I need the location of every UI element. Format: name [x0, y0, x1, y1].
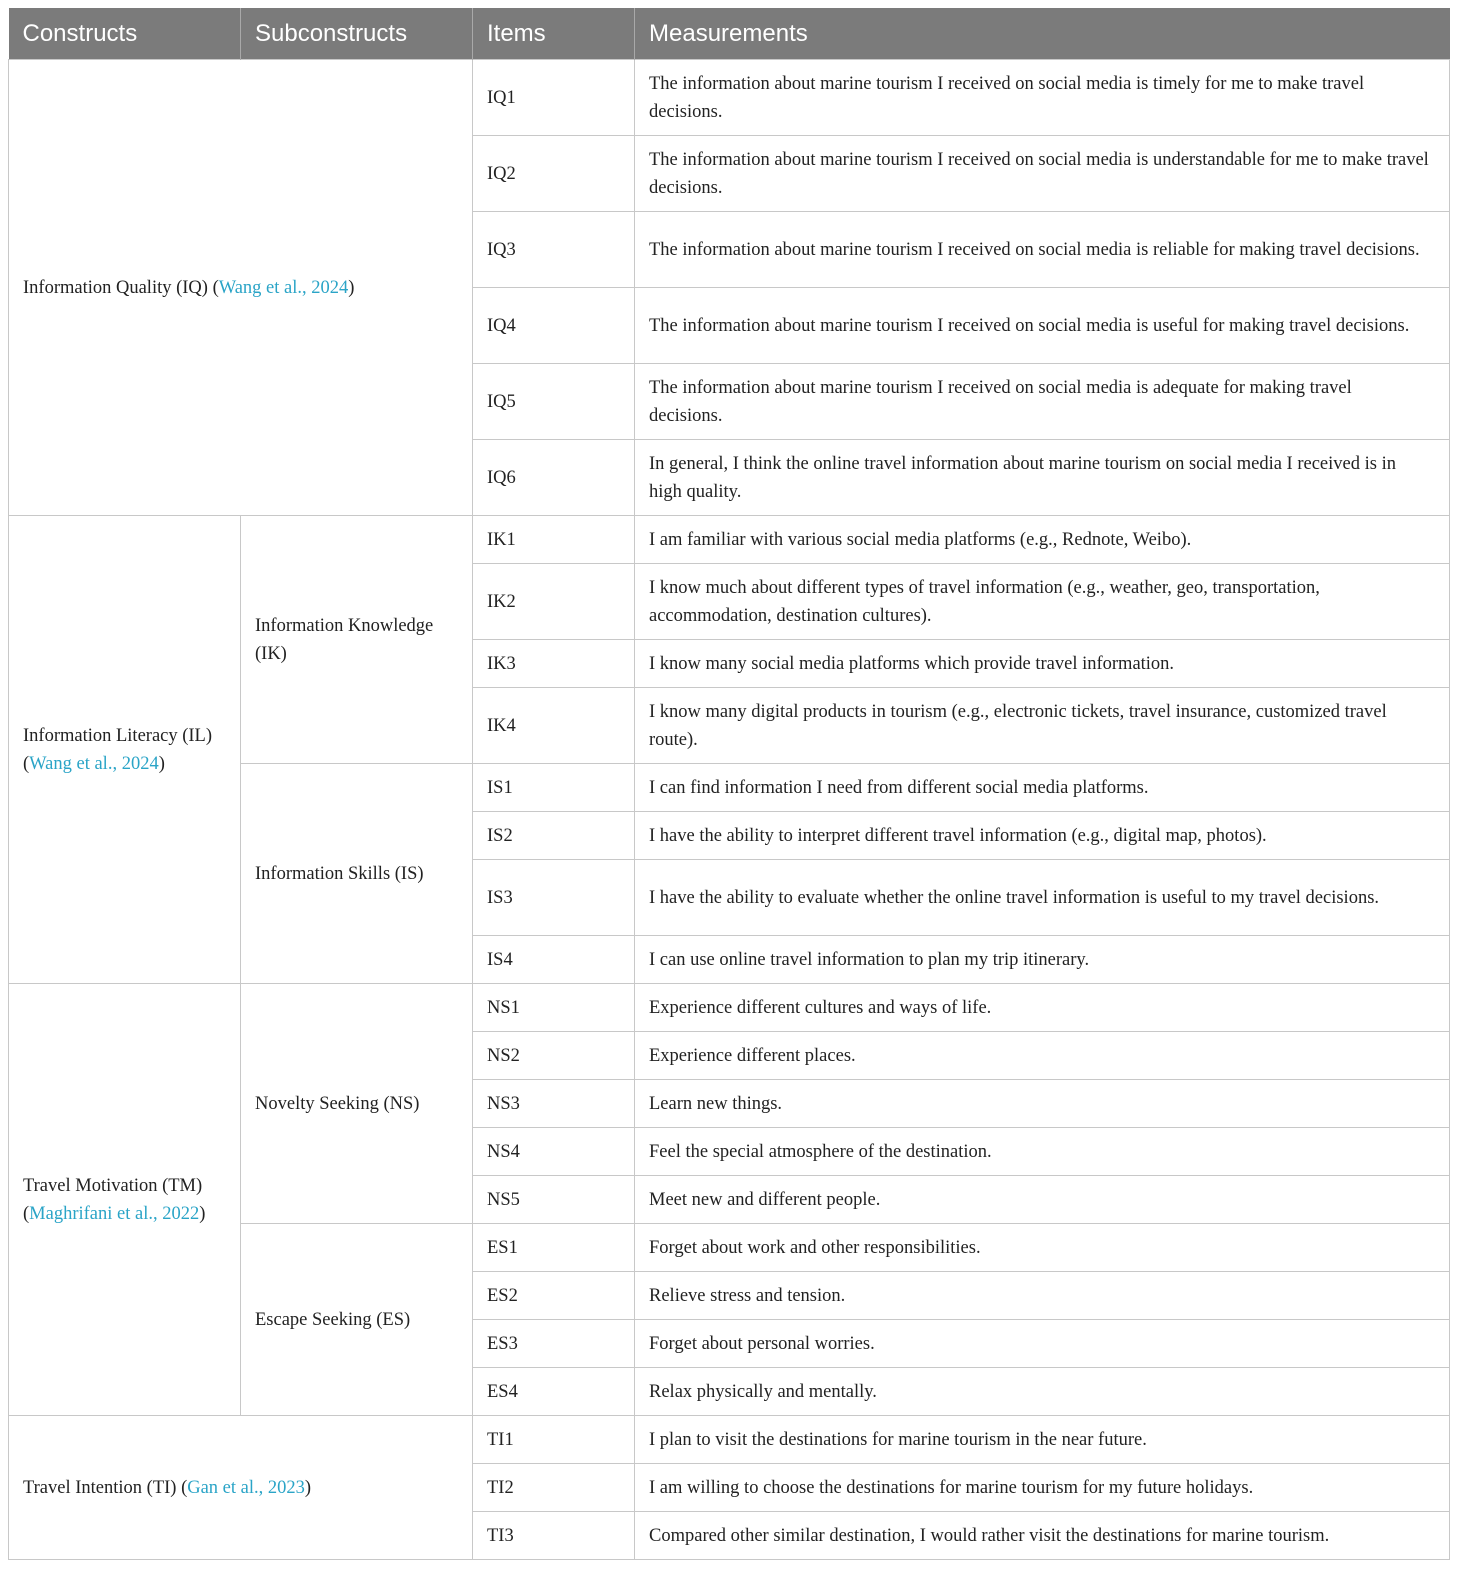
header-constructs: Constructs	[9, 8, 241, 60]
measurement-text: The information about marine tourism I received on social media is timely for me to make travel decisions.	[635, 60, 1450, 136]
measurement-text: I have the ability to interpret different travel information (e.g., digital map, photos).	[635, 812, 1450, 860]
item-code: IS2	[473, 812, 635, 860]
table-row	[9, 1416, 1450, 1464]
item-code: ES2	[473, 1272, 635, 1320]
item-code: TI2	[473, 1464, 635, 1512]
measurement-text: I am willing to choose the destinations for marine tourism for my future holidays.	[635, 1464, 1450, 1512]
item-code: IQ4	[473, 288, 635, 364]
measurement-text: I am familiar with various social media platforms (e.g., Rednote, Weibo).	[635, 516, 1450, 564]
measurement-text: I know many social media platforms which provide travel information.	[635, 640, 1450, 688]
table-body	[9, 60, 1450, 1560]
measurement-text: The information about marine tourism I received on social media is useful for making travel decisions.	[635, 288, 1450, 364]
item-code: IQ2	[473, 136, 635, 212]
measurement-text: Feel the special atmosphere of the destination.	[635, 1128, 1450, 1176]
item-code: ES1	[473, 1224, 635, 1272]
measurement-text: Forget about personal worries.	[635, 1320, 1450, 1368]
table-row	[9, 984, 1450, 1032]
measurement-text: The information about marine tourism I received on social media is adequate for making travel decisions.	[635, 364, 1450, 440]
measurement-text: The information about marine tourism I received on social media is reliable for making travel decisions.	[635, 212, 1450, 288]
measurement-text: Experience different places.	[635, 1032, 1450, 1080]
measurement-text: Forget about work and other responsibilities.	[635, 1224, 1450, 1272]
item-code: ES3	[473, 1320, 635, 1368]
item-code: IS3	[473, 860, 635, 936]
construct-information-literacy: Information Literacy (IL) (Wang et al., 2024)	[9, 516, 241, 984]
measurement-text: I know much about different types of travel information (e.g., weather, geo, transportation, accommodation, destination cultures).	[635, 564, 1450, 640]
item-code: TI3	[473, 1512, 635, 1560]
subconstruct-information-knowledge: Information Knowledge (IK)	[241, 516, 473, 764]
item-code: NS2	[473, 1032, 635, 1080]
header-row	[9, 8, 1450, 60]
item-code: IK3	[473, 640, 635, 688]
construct-travel-intention: Travel Intention (TI) (Gan et al., 2023)	[9, 1416, 473, 1560]
subconstruct-escape-seeking: Escape Seeking (ES)	[241, 1224, 473, 1416]
construct-information-quality: Information Quality (IQ) (Wang et al., 2024)	[9, 60, 473, 516]
measurement-text: In general, I think the online travel information about marine tourism on social media I received is in high quality.	[635, 440, 1450, 516]
measurement-text: I plan to visit the destinations for marine tourism in the near future.	[635, 1416, 1450, 1464]
measurement-table	[8, 8, 1450, 1560]
measurement-text: Meet new and different people.	[635, 1176, 1450, 1224]
citation-link[interactable]: Wang et al., 2024	[218, 277, 349, 298]
item-code: IS1	[473, 764, 635, 812]
item-code: IS4	[473, 936, 635, 984]
citation-link[interactable]: Wang et al., 2024	[29, 753, 159, 774]
item-code: IQ5	[473, 364, 635, 440]
citation-link[interactable]: Maghrifani et al., 2022	[29, 1203, 200, 1224]
measurement-text: The information about marine tourism I received on social media is understandable for me to make travel decisions.	[635, 136, 1450, 212]
item-code: IQ6	[473, 440, 635, 516]
measurement-text: I can find information I need from different social media platforms.	[635, 764, 1450, 812]
table-row	[9, 60, 1450, 136]
measurement-text: Compared other similar destination, I would rather visit the destinations for marine tourism.	[635, 1512, 1450, 1560]
subconstruct-novelty-seeking: Novelty Seeking (NS)	[241, 984, 473, 1224]
header-measurements: Measurements	[635, 8, 1450, 60]
item-code: ES4	[473, 1368, 635, 1416]
table-row	[9, 516, 1450, 564]
table-header	[9, 8, 1450, 60]
measurement-text: Experience different cultures and ways of life.	[635, 984, 1450, 1032]
measurement-text: I have the ability to evaluate whether the online travel information is useful to my travel decisions.	[635, 860, 1450, 936]
item-code: IQ3	[473, 212, 635, 288]
measurement-text: Relieve stress and tension.	[635, 1272, 1450, 1320]
item-code: NS1	[473, 984, 635, 1032]
measurement-text: I know many digital products in tourism (e.g., electronic tickets, travel insurance, customized travel route).	[635, 688, 1450, 764]
header-subconstructs: Subconstructs	[241, 8, 473, 60]
item-code: IK1	[473, 516, 635, 564]
item-code: NS5	[473, 1176, 635, 1224]
measurement-text: Learn new things.	[635, 1080, 1450, 1128]
item-code: TI1	[473, 1416, 635, 1464]
item-code: NS3	[473, 1080, 635, 1128]
item-code: IQ1	[473, 60, 635, 136]
citation-link[interactable]: Gan et al., 2023	[187, 1477, 305, 1498]
item-code: IK4	[473, 688, 635, 764]
subconstruct-information-skills: Information Skills (IS)	[241, 764, 473, 984]
item-code: NS4	[473, 1128, 635, 1176]
construct-travel-motivation: Travel Motivation (TM) (Maghrifani et al., 2022)	[9, 984, 241, 1416]
header-items: Items	[473, 8, 635, 60]
item-code: IK2	[473, 564, 635, 640]
measurement-text: Relax physically and mentally.	[635, 1368, 1450, 1416]
measurement-text: I can use online travel information to plan my trip itinerary.	[635, 936, 1450, 984]
